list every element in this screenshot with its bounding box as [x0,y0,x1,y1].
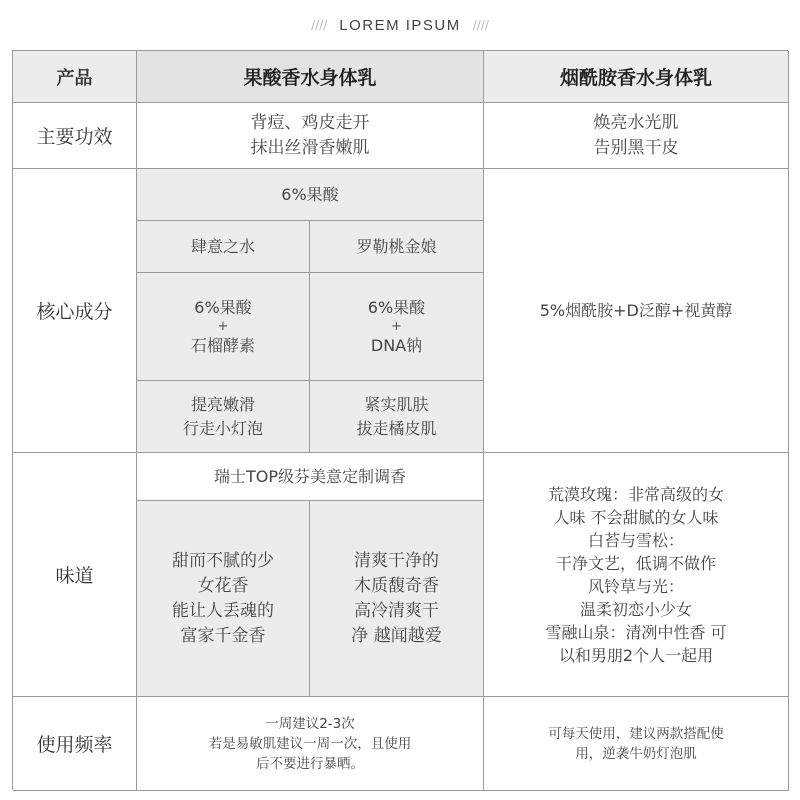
scent-a-common-text: 瑞士TOP级芬美意定制调香 [213,466,407,486]
row-label-usage [13,697,137,791]
usage-a-line: 一周建议2-3次 [265,715,355,732]
variant-1-benefit-line: 行走小灯泡 [182,418,263,438]
usage-label: 使用频率 [36,734,113,756]
variant-2-benefit [310,381,484,453]
usage-b-line: 可每天使用，建议两款搭配使 [548,725,724,742]
row-label-effect [13,103,137,169]
effect-a-cell [137,103,484,169]
scent-b-cell [484,453,789,697]
variant-1-benefit-line: 提亮嫩滑 [190,394,255,414]
effect-b-cell [484,103,789,169]
scent-b-line: 人味 不会甜腻的女人味 [553,507,719,527]
scent-variant-2 [310,501,484,697]
product-a-name: 果酸香水身体乳 [243,67,377,89]
effect-b-line: 告别黑干皮 [593,137,679,158]
variant-1-ingredient-bottom: 石榴酵素 [190,335,255,355]
variant-2-name: 罗勒桃金娘 [356,236,437,256]
scent-variant-1 [137,501,310,697]
comparison-table [12,50,788,790]
header-deco-right: //// [472,18,489,32]
effect-label: 主要功效 [36,126,113,148]
plus-sign: + [217,318,229,334]
ingredients-label: 核心成分 [36,301,113,323]
scent-b-line: 以和男朋2个人一起用 [558,645,714,665]
usage-b-line: 用，逆袭牛奶灯泡肌 [575,745,697,762]
ingredients-b-cell [484,169,789,453]
effect-a-line: 背痘、鸡皮走开 [250,112,370,133]
product-b-name: 烟酰胺香水身体乳 [559,67,712,89]
scent-variant-2-line: 高冷清爽干 [354,600,439,621]
header-label: 产品 [56,67,93,89]
variant-1-benefit [137,381,310,453]
page-title: LOREM IPSUM [339,16,461,34]
scent-b-line: 雪融山泉：清冽中性香 可 [545,622,727,642]
variant-1-ingredients [137,273,310,381]
variant-2-ingredient-bottom: DNA钠 [370,335,423,355]
effect-a-line: 抹出丝滑香嫩肌 [250,137,370,158]
header-cell-product-b [484,51,789,103]
variant-1-name-cell [137,221,310,273]
variant-2-name-cell [310,221,484,273]
scent-variant-1-line: 甜而不腻的少 [172,550,274,571]
header-cell-product [13,51,137,103]
scent-label: 味道 [55,565,94,587]
ingredients-a-common [137,169,484,221]
row-label-scent [13,453,137,697]
scent-b-line: 荒漠玫瑰：非常高级的女 [547,484,724,504]
variant-2-ingredients [310,273,484,381]
usage-a-line: 后不要进行暴晒。 [256,755,364,772]
header-cell-product-a [137,51,484,103]
scent-a-common [137,453,484,501]
scent-b-line: 白苔与雪松： [587,530,684,550]
variant-1-ingredient-top: 6%果酸 [194,297,252,317]
variant-1-name: 肆意之水 [190,236,255,256]
plus-sign: + [391,318,402,334]
row-label-ingredients [13,169,137,453]
ingredients-b-text: 5%烟酰胺+D泛醇+视黄醇 [539,300,733,320]
ingredients-a-common-text: 6%果酸 [281,184,339,204]
scent-b-line: 风铃草与光： [587,576,684,596]
scent-b-line: 干净文艺，低调不做作 [555,553,716,573]
usage-b-cell [484,697,789,791]
scent-variant-1-line: 富家千金香 [180,625,266,646]
scent-variant-1-line: 女花香 [197,575,249,596]
usage-a-cell [137,697,484,791]
scent-variant-2-line: 木质馥奇香 [354,575,439,596]
effect-b-line: 焕亮水光肌 [593,112,679,133]
scent-variant-1-line: 能让人丢魂的 [172,600,274,621]
header-deco-left: //// [311,18,328,32]
scent-b-line: 温柔初恋小少女 [579,599,692,619]
usage-a-line: 若是易敏肌建议一周一次，且使用 [208,735,412,752]
variant-2-benefit-line: 紧实肌肤 [364,394,429,414]
variant-2-ingredient-top: 6%果酸 [367,297,426,317]
page-header [0,0,800,50]
scent-variant-2-line: 清爽干净的 [354,550,439,571]
scent-variant-2-line: 净 越闻越爱 [351,625,442,646]
variant-2-benefit-line: 拔走橘皮肌 [356,418,437,438]
